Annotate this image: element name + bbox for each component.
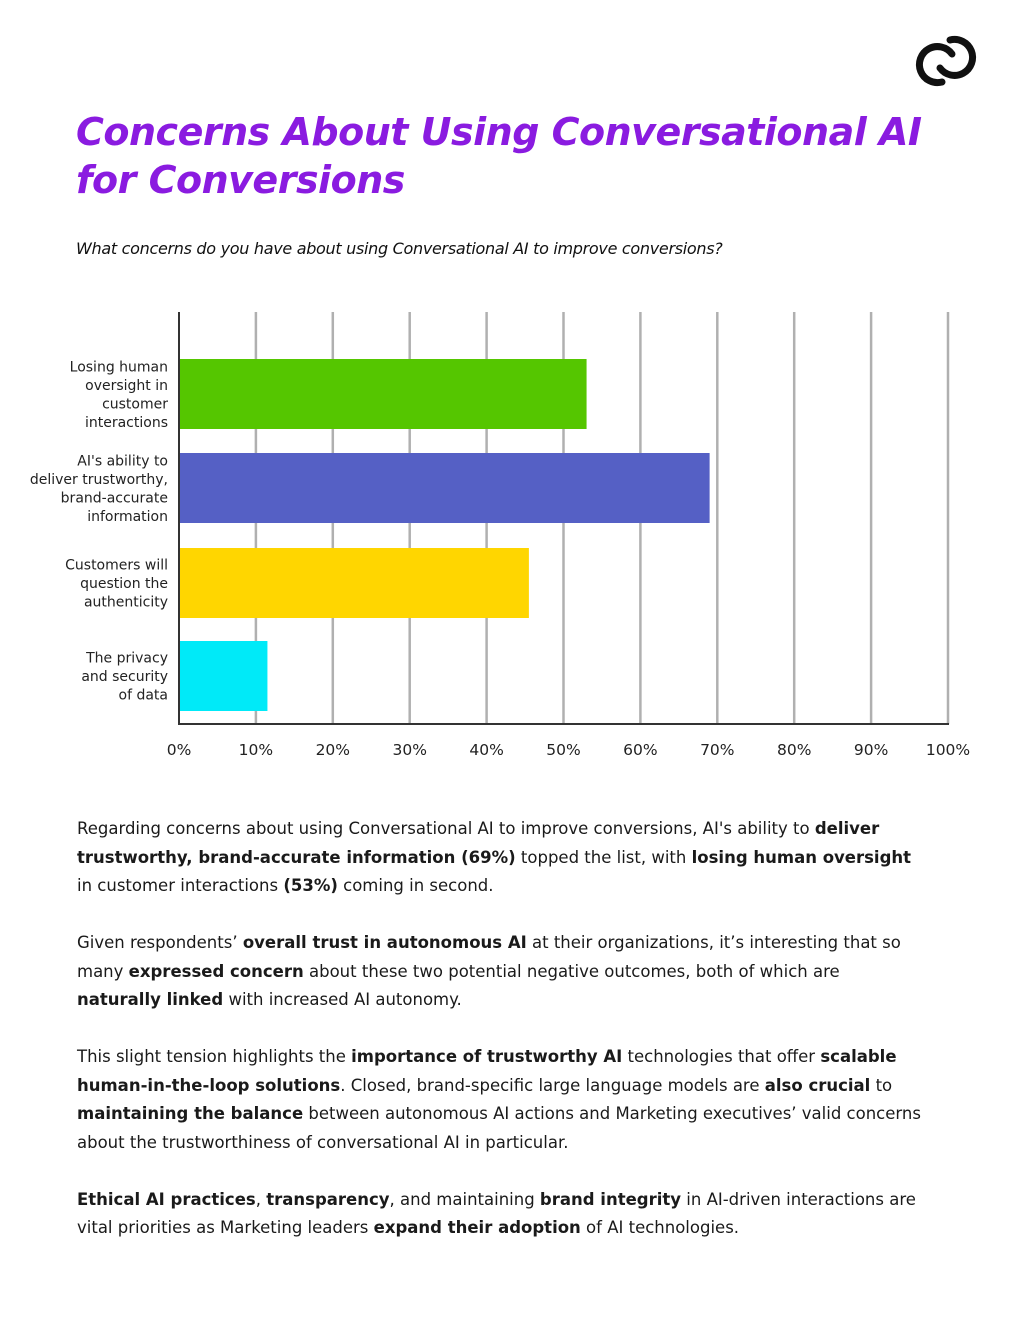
x-tick-label: 50% [546, 741, 581, 759]
category-label-line: and security [81, 669, 168, 685]
body-text-run: between autonomous AI actions and Marketing executives’ valid concerns about the trustworthiness of conversational AI in particular. [77, 1104, 921, 1152]
emphasis-text: losing human oversight [691, 847, 912, 867]
category-label-line: Losing human [69, 359, 168, 376]
emphasis-text: importance of trustworthy AI [351, 1047, 623, 1066]
body-text-run: topped the list, with [515, 847, 692, 867]
emphasis-text: expand their adoption [373, 1218, 581, 1237]
category-label-line: The privacy [86, 650, 168, 667]
body-text-run: to [870, 1075, 893, 1095]
category-label-line: information [87, 508, 168, 525]
chart-question-subtitle: What concerns do you have about using Conversational AI to improve conversions? [76, 239, 723, 258]
category-label [65, 558, 168, 611]
body-text-run: Regarding concerns about using Conversational AI to improve conversions, AI's ability to [77, 819, 815, 838]
category-label [81, 651, 168, 704]
category-label-line: deliver trustworthy, [29, 471, 168, 488]
body-text-run: in AI-driven interactions are vital priorities as Marketing leaders [77, 1189, 916, 1237]
body-paragraph [77, 1043, 927, 1157]
category-label-line: authenticity [83, 594, 168, 611]
emphasis-text: naturally linked [77, 990, 224, 1009]
body-text-run: , [255, 1189, 267, 1209]
emphasis-text: maintaining the balance [77, 1104, 304, 1123]
x-tick-label: 40% [469, 741, 504, 759]
analysis-body-text [77, 815, 927, 1271]
concerns-bar-chart [0, 300, 1020, 770]
page-title: Concerns About Using Conversational AI for Conversions [76, 110, 922, 202]
x-tick-label: 90% [853, 741, 889, 759]
body-paragraph [77, 815, 927, 901]
emphasis-text: Ethical AI practices [77, 1189, 256, 1209]
category-label-line: oversight in [85, 377, 168, 394]
bar [179, 453, 710, 523]
x-tick-label: 60% [623, 741, 658, 759]
emphasis-text: overall trust in autonomous AI [242, 933, 527, 952]
body-text-run: in customer interactions [77, 876, 284, 895]
category-label-line: interactions [84, 414, 168, 431]
body-text-run: with increased AI autonomy. [223, 990, 462, 1009]
emphasis-text: deliver trustworthy, brand-accurate information (69%) [77, 819, 880, 867]
x-tick-label: 80% [776, 741, 812, 759]
category-label [70, 359, 169, 431]
emphasis-text: scalable human-in-the-loop solutions [77, 1047, 897, 1095]
bar [179, 641, 267, 711]
category-label-line: of data [118, 687, 168, 704]
x-tick-label: 30% [392, 741, 427, 759]
body-text-run: Given respondents’ [77, 933, 243, 952]
category-label-line: question the [80, 576, 168, 592]
body-text-run: This slight tension highlights the [77, 1047, 352, 1066]
body-text-run: technologies that offer [622, 1047, 821, 1066]
category-label-line: customer [102, 396, 168, 413]
body-text-run: . Closed, brand-specific large language models are [340, 1075, 765, 1095]
bar [179, 359, 587, 429]
x-tick-label: 70% [700, 741, 735, 759]
x-tick-label: 10% [238, 741, 274, 759]
emphasis-text: also crucial [764, 1075, 871, 1095]
x-tick-label: 20% [315, 741, 351, 759]
body-text-run: of AI technologies. [580, 1218, 740, 1237]
emphasis-text: (53%) [283, 876, 338, 895]
body-paragraph [77, 1186, 927, 1243]
category-label [30, 453, 168, 525]
category-label-line: AI's ability to [77, 453, 168, 470]
x-tick-label: 100% [925, 741, 971, 759]
emphasis-text: brand integrity [539, 1189, 682, 1209]
body-paragraph [77, 929, 927, 1015]
bar [179, 548, 529, 618]
body-text-run: about these two potential negative outcomes, both of which are [303, 961, 840, 981]
category-label-line: Customers will [65, 557, 168, 574]
linked-rings-logo-icon [912, 30, 980, 92]
emphasis-text: transparency [266, 1189, 390, 1209]
body-text-run: at their organizations, it’s interesting that so many [77, 933, 901, 981]
emphasis-text: expressed concern [128, 961, 304, 981]
body-text-run: , and maintaining [389, 1189, 540, 1209]
x-tick-label: 0% [166, 741, 192, 759]
category-label-line: brand-accurate [60, 490, 168, 507]
body-text-run: coming in second. [337, 876, 494, 895]
